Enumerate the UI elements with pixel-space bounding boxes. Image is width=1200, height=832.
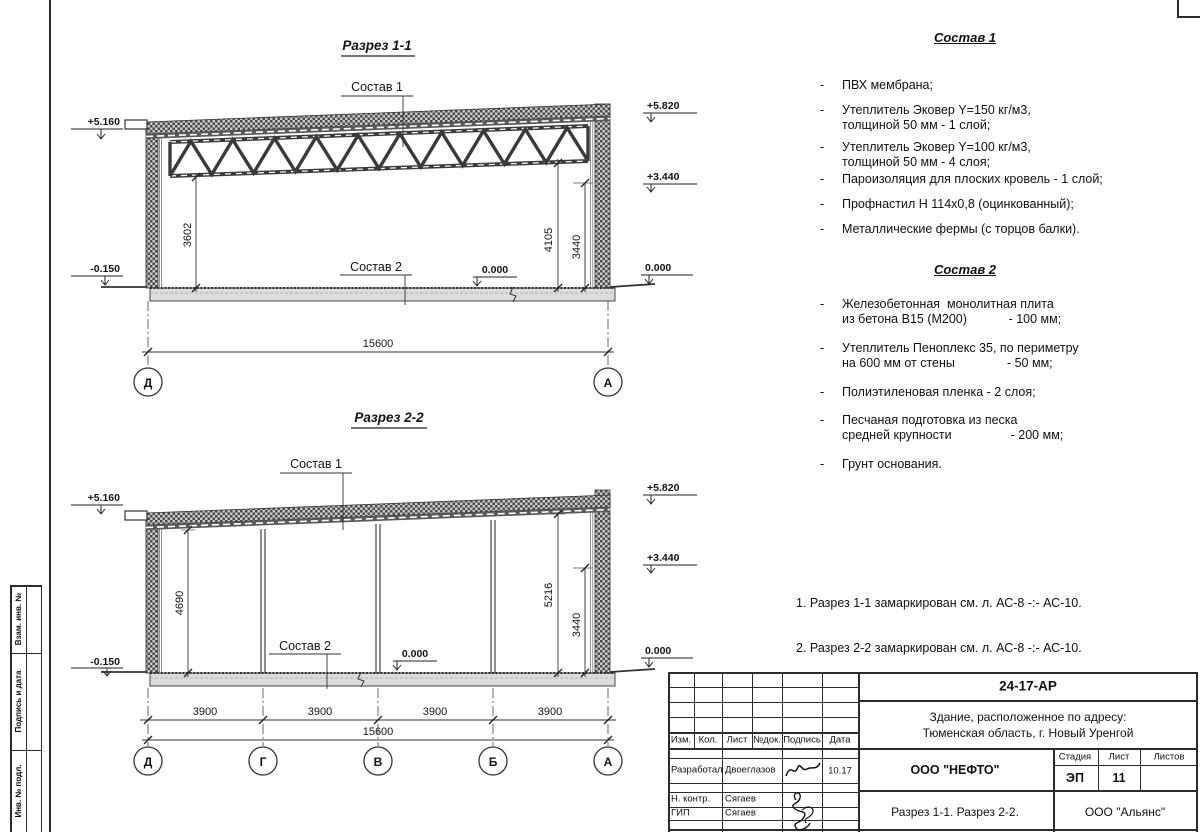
elev-mark-5820-1 xyxy=(643,100,697,122)
elev-mark-3440-1 xyxy=(643,171,697,192)
row-razrabotal-date: 10.17 xyxy=(828,765,852,777)
svg-text:3900: 3900 xyxy=(192,706,218,718)
elev-mark-3440-2 xyxy=(643,552,697,573)
svg-text:А: А xyxy=(603,755,613,769)
svg-text:Б: Б xyxy=(488,755,498,769)
svg-text:3602: 3602 xyxy=(182,222,194,248)
project-address-line2: Тюменская область, г. Новый Уренгой xyxy=(922,726,1134,740)
side-stamp-label-podpis: Подпись и дата xyxy=(14,670,23,733)
dim-5216 xyxy=(543,510,565,677)
svg-text:5216: 5216 xyxy=(543,582,555,608)
svg-text:3440: 3440 xyxy=(571,612,583,638)
side-stamp xyxy=(10,585,42,832)
side-stamp-label-vzam: Взам. инв. № xyxy=(14,592,23,646)
material-lists: Состав 1 - ПВХ мембрана; - Утеплитель Эковер Y=150 кг/м3, толщиной 50 мм - 1 слой; - Утеплитель Эковер Y=100 кг/м3, толщиной 50 мм - 4 слоя; - Пароизоляция для плоских кровель - 1 слой; - Профнастил Н 114х0,8 (оцинкованный); - Металлические фермы (с торцов балки). Состав 2 - Железобетонная монолитная плита из бетона В15 (М200) - 100 мм; - Утеплитель Пеноплекс 35, по периметру на 600 мм от стены - 50 мм; - Полиэтиленовая пленка - 2 слоя; - Песчаная подготовка из песка средней крупности - 200 мм; - Грунт основания. xyxy=(770,30,1160,550)
svg-text:Состав 2: Состав 2 xyxy=(350,260,402,274)
elev-mark-5820-2 xyxy=(643,482,697,504)
drawing-notes: 1. Разрез 1-1 замаркирован см. л. АС-8 -:- АС-10. 2. Разрез 2-2 замаркирован см. л. АС-8 -:- АС-10. xyxy=(796,596,1082,655)
sheet-value: 11 xyxy=(1112,771,1126,785)
elev-mark-0000-right-1 xyxy=(641,262,693,284)
row-razrabotal-role: Разработал xyxy=(671,764,723,776)
sheets-label: Листов xyxy=(1153,751,1185,763)
section-1-1-drawing xyxy=(55,25,705,410)
svg-text:15600: 15600 xyxy=(362,726,394,738)
svg-text:0.000: 0.000 xyxy=(481,264,509,276)
svg-text:+3.440: +3.440 xyxy=(647,171,680,183)
dim-3440-1 xyxy=(571,179,593,292)
dim-15600-1 xyxy=(142,301,614,368)
sheet-frame-corner-h xyxy=(1177,16,1200,18)
svg-text:15600: 15600 xyxy=(362,338,394,350)
dim-4105 xyxy=(543,159,562,292)
col-header-kol: Кол. xyxy=(698,734,718,746)
svg-text:3900: 3900 xyxy=(422,706,448,718)
col-header-list: Лист xyxy=(726,734,748,746)
drawing1-title: Разрез 1-1 xyxy=(342,38,412,53)
col-header-izm: Изм. xyxy=(670,734,692,746)
elev-mark-0000-inner-1 xyxy=(473,264,517,286)
svg-text:Г: Г xyxy=(259,755,267,769)
col-header-date: Дата xyxy=(829,734,851,746)
contractor-name: ООО "Альянс" xyxy=(1084,805,1166,819)
svg-text:4105: 4105 xyxy=(543,227,555,253)
dim-3440-2 xyxy=(571,564,593,677)
axis-bubbles-2 xyxy=(134,747,622,775)
svg-text:-0.150: -0.150 xyxy=(90,656,120,668)
svg-text:+5.820: +5.820 xyxy=(647,100,680,112)
sostav2-heading: Состав 2 xyxy=(933,262,997,277)
svg-text:+5.160: +5.160 xyxy=(87,116,120,128)
svg-text:3440: 3440 xyxy=(571,234,583,260)
svg-text:+5.160: +5.160 xyxy=(87,492,120,504)
elev-mark-0000-right-2 xyxy=(641,645,693,667)
svg-text:Д: Д xyxy=(143,376,153,390)
building-structure-2 xyxy=(101,490,655,687)
stage-value: ЭП xyxy=(1066,771,1084,785)
sheet-title: Разрез 1-1. Разрез 2-2. xyxy=(891,805,1019,819)
sheet-frame-corner-v xyxy=(1177,0,1179,16)
doc-number: 24-17-АР xyxy=(999,678,1057,694)
axis-bubble-d-1 xyxy=(134,368,162,396)
svg-text:Состав 1: Состав 1 xyxy=(351,80,403,94)
sheet-label: Лист xyxy=(1108,751,1130,763)
svg-text:Состав 1: Состав 1 xyxy=(290,457,342,471)
svg-text:+3.440: +3.440 xyxy=(647,552,680,564)
elev-mark-minus0150-1 xyxy=(71,263,123,285)
company-name: ООО "НЕФТО" xyxy=(910,763,1000,777)
side-stamp-label-inv: Инв. № подл. xyxy=(14,764,23,818)
title-block xyxy=(668,672,1198,832)
col-header-sign: Подпись xyxy=(783,734,821,746)
row-gip-role: ГИП xyxy=(671,807,690,819)
svg-text:Д: Д xyxy=(143,755,153,769)
svg-text:В: В xyxy=(373,755,383,769)
signature-razrabotal xyxy=(784,758,822,783)
row-razrabotal-name: Двоеглазов xyxy=(725,764,776,776)
row-nkontr-name: Сягаев xyxy=(725,793,756,805)
dim-3602 xyxy=(182,173,200,292)
drawing2-title: Разрез 2-2 xyxy=(354,410,424,425)
elev-mark-5160-1 xyxy=(71,116,123,139)
elev-mark-5160-2 xyxy=(71,492,123,514)
sostav1-heading: Состав 1 xyxy=(933,30,997,45)
svg-text:+5.820: +5.820 xyxy=(647,482,680,494)
svg-text:Состав 2: Состав 2 xyxy=(279,639,331,653)
project-address-line1: Здание, расположенное по адресу: xyxy=(929,710,1127,724)
dim-4690 xyxy=(174,526,195,677)
svg-text:3900: 3900 xyxy=(307,706,333,718)
svg-text:0.000: 0.000 xyxy=(645,645,672,657)
elev-mark-minus0150-2 xyxy=(71,656,123,676)
axis-bubble-a-1 xyxy=(594,368,622,396)
signature-sjagaev xyxy=(786,790,822,832)
col-header-doc: №док. xyxy=(753,734,781,746)
stage-label: Стадия xyxy=(1058,751,1092,763)
svg-text:0.000: 0.000 xyxy=(401,648,429,660)
svg-text:-0.150: -0.150 xyxy=(90,263,120,275)
row-gip-name: Сягаев xyxy=(725,807,756,819)
elev-mark-0000-inner-2 xyxy=(393,648,437,670)
dim-15600-2 xyxy=(142,726,614,744)
row-nkontr-role: Н. контр. xyxy=(671,793,711,805)
svg-text:4690: 4690 xyxy=(174,590,186,616)
sheet-frame-line-left xyxy=(49,0,51,832)
svg-text:А: А xyxy=(603,376,613,390)
section-2-2-drawing xyxy=(55,405,705,805)
svg-text:0.000: 0.000 xyxy=(645,262,672,274)
svg-text:3900: 3900 xyxy=(537,706,563,718)
